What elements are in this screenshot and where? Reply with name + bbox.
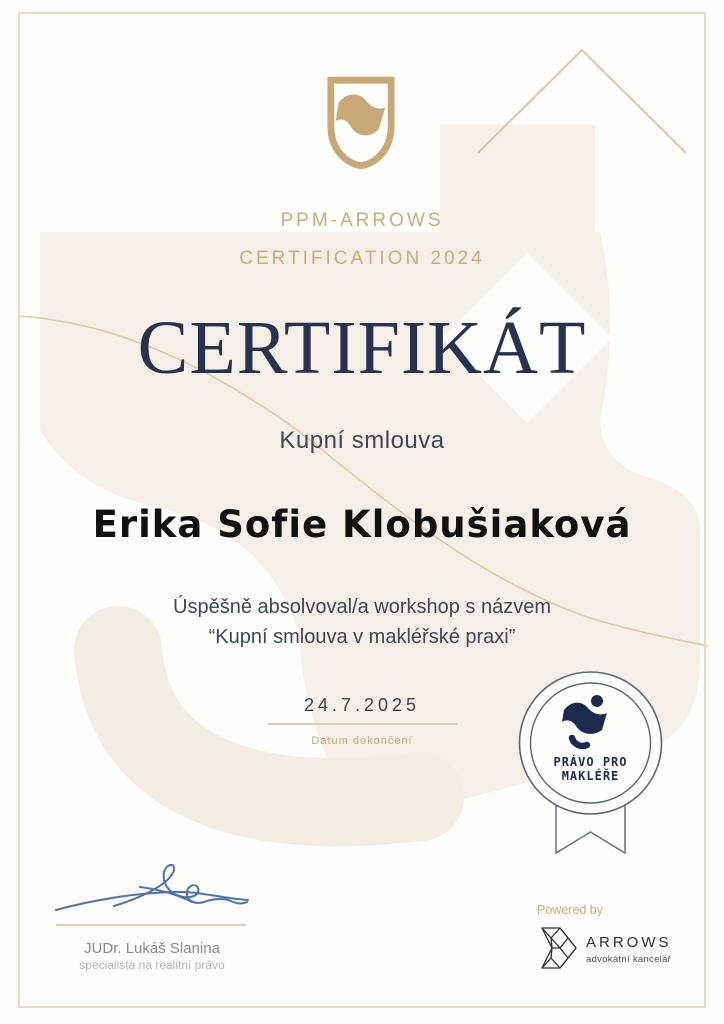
signer-name: JUDr. Lukáš Slanina [84, 940, 220, 957]
signer-title: specialista na realitní právo [79, 958, 225, 972]
arrows-triangulated-arrow-icon [538, 924, 580, 972]
signature-divider [56, 924, 246, 926]
powered-by-label: Powered by [536, 903, 603, 917]
brand-line-1: PPM-ARROWS [280, 210, 444, 231]
ppm-shield-logo-icon [325, 75, 397, 171]
pravo-pro-maklere-seal-icon [518, 670, 663, 862]
completion-date: 24.7.2025 [303, 695, 421, 715]
arrows-brand-name: ARROWS [586, 934, 672, 951]
date-divider [268, 723, 458, 725]
arrows-brand-subtitle: advokátní kancelář [586, 954, 672, 965]
seal-text-line2: MAKLÉŘE [561, 769, 620, 783]
date-label: Datum dokončení [311, 735, 413, 747]
recipient-name: Erika Sofie Klobušiaková [92, 503, 632, 546]
completion-text [0, 592, 724, 652]
seal-text-line1: PRÁVO PRO [553, 755, 628, 769]
signature-image [52, 858, 252, 926]
completion-text-line2: “Kupní smlouva v makléřské praxi” [208, 626, 516, 648]
completion-text-line1: Úspěšně absolvoval/a workshop s názvem [173, 596, 551, 618]
brand-line-2: CERTIFICATION 2024 [239, 248, 485, 269]
certificate-subtitle: Kupní smlouva [279, 427, 445, 454]
certificate-title: CERTIFIKÁT [137, 306, 587, 390]
